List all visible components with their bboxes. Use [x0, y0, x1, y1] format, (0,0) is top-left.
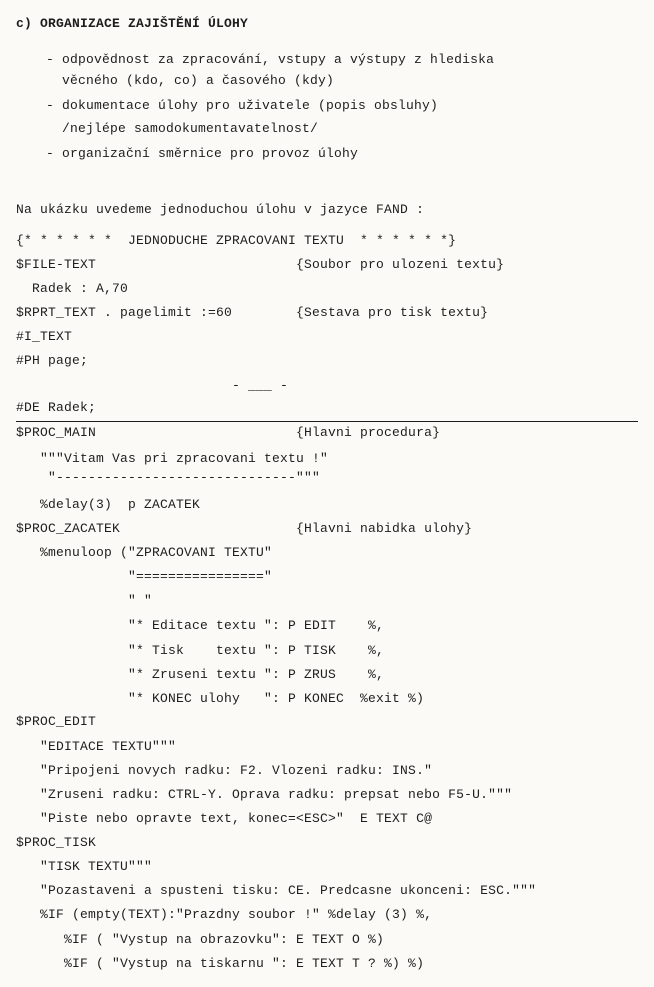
code-line: "TISK TEXTU""" — [16, 859, 153, 874]
code-line: %IF ( "Vystup na tiskarnu ": E TEXT T ? %) %) — [16, 956, 425, 971]
code-line: """Vitam Vas pri zpracovani textu !" — [16, 451, 329, 466]
bullet-line: - organizační směrnice pro provoz úlohy — [46, 146, 359, 161]
code-line: {* * * * * * JEDNODUCHE ZPRACOVANI TEXTU * * * * * *} — [16, 233, 457, 248]
code-line: $FILE-TEXT {Soubor pro ulozeni textu} — [16, 257, 505, 272]
section-heading: c) ORGANIZACE ZAJIŠTĚNÍ ÚLOHY — [16, 16, 249, 31]
code-line: "------------------------------""" — [16, 470, 321, 485]
code-line: $PROC_ZACATEK {Hlavni nabidka ulohy} — [16, 521, 473, 536]
page-break-mark: - ___ - — [16, 378, 289, 393]
code-line: "Pripojeni novych radku: F2. Vlozeni radku: INS." — [16, 763, 433, 778]
code-line: "* Tisk textu ": P TISK %, — [16, 643, 385, 658]
code-line: "* Editace textu ": P EDIT %, — [16, 618, 385, 633]
code-line: Radek : A,70 — [16, 281, 129, 296]
code-line: $PROC_MAIN {Hlavni procedura} — [16, 425, 441, 440]
code-line: "Piste nebo opravte text, konec=<ESC>" E TEXT C@ — [16, 811, 433, 826]
bullet-line: - dokumentace úlohy pro uživatele (popis obsluhy) — [46, 98, 439, 113]
bullet-line: /nejlépe samodokumentavatelnost/ — [46, 121, 319, 136]
bullet-line: - odpovědnost za zpracování, vstupy a výstupy z hlediska — [46, 52, 495, 67]
code-line: " " — [16, 593, 153, 608]
code-line: #I_TEXT — [16, 329, 73, 344]
page-divider — [16, 421, 638, 422]
code-line: %IF ( "Vystup na obrazovku": E TEXT O %) — [16, 932, 385, 947]
bullet-line: věcného (kdo, co) a časového (kdy) — [46, 73, 335, 88]
code-line: $RPRT_TEXT . pagelimit :=60 {Sestava pro tisk textu} — [16, 305, 489, 320]
code-line: #PH page; — [16, 353, 89, 368]
code-line: "* KONEC ulohy ": P KONEC %exit %) — [16, 691, 425, 706]
code-line: #DE Radek; — [16, 400, 97, 415]
code-line: "Pozastaveni a spusteni tisku: CE. Predcasne ukonceni: ESC.""" — [16, 883, 537, 898]
code-line: %delay(3) p ZACATEK — [16, 497, 201, 512]
intro-paragraph: Na ukázku uvedeme jednoduchou úlohu v jazyce FAND : — [16, 202, 425, 217]
code-line: %menuloop ("ZPRACOVANI TEXTU" — [16, 545, 273, 560]
code-line: "================" — [16, 569, 273, 584]
code-line: "* Zruseni textu ": P ZRUS %, — [16, 667, 385, 682]
code-line: %IF (empty(TEXT):"Prazdny soubor !" %delay (3) %, — [16, 907, 433, 922]
code-line: $PROC_TISK — [16, 835, 97, 850]
code-line: "Zruseni radku: CTRL-Y. Oprava radku: prepsat nebo F5-U.""" — [16, 787, 513, 802]
code-line: "EDITACE TEXTU""" — [16, 739, 177, 754]
code-line: $PROC_EDIT — [16, 714, 97, 729]
